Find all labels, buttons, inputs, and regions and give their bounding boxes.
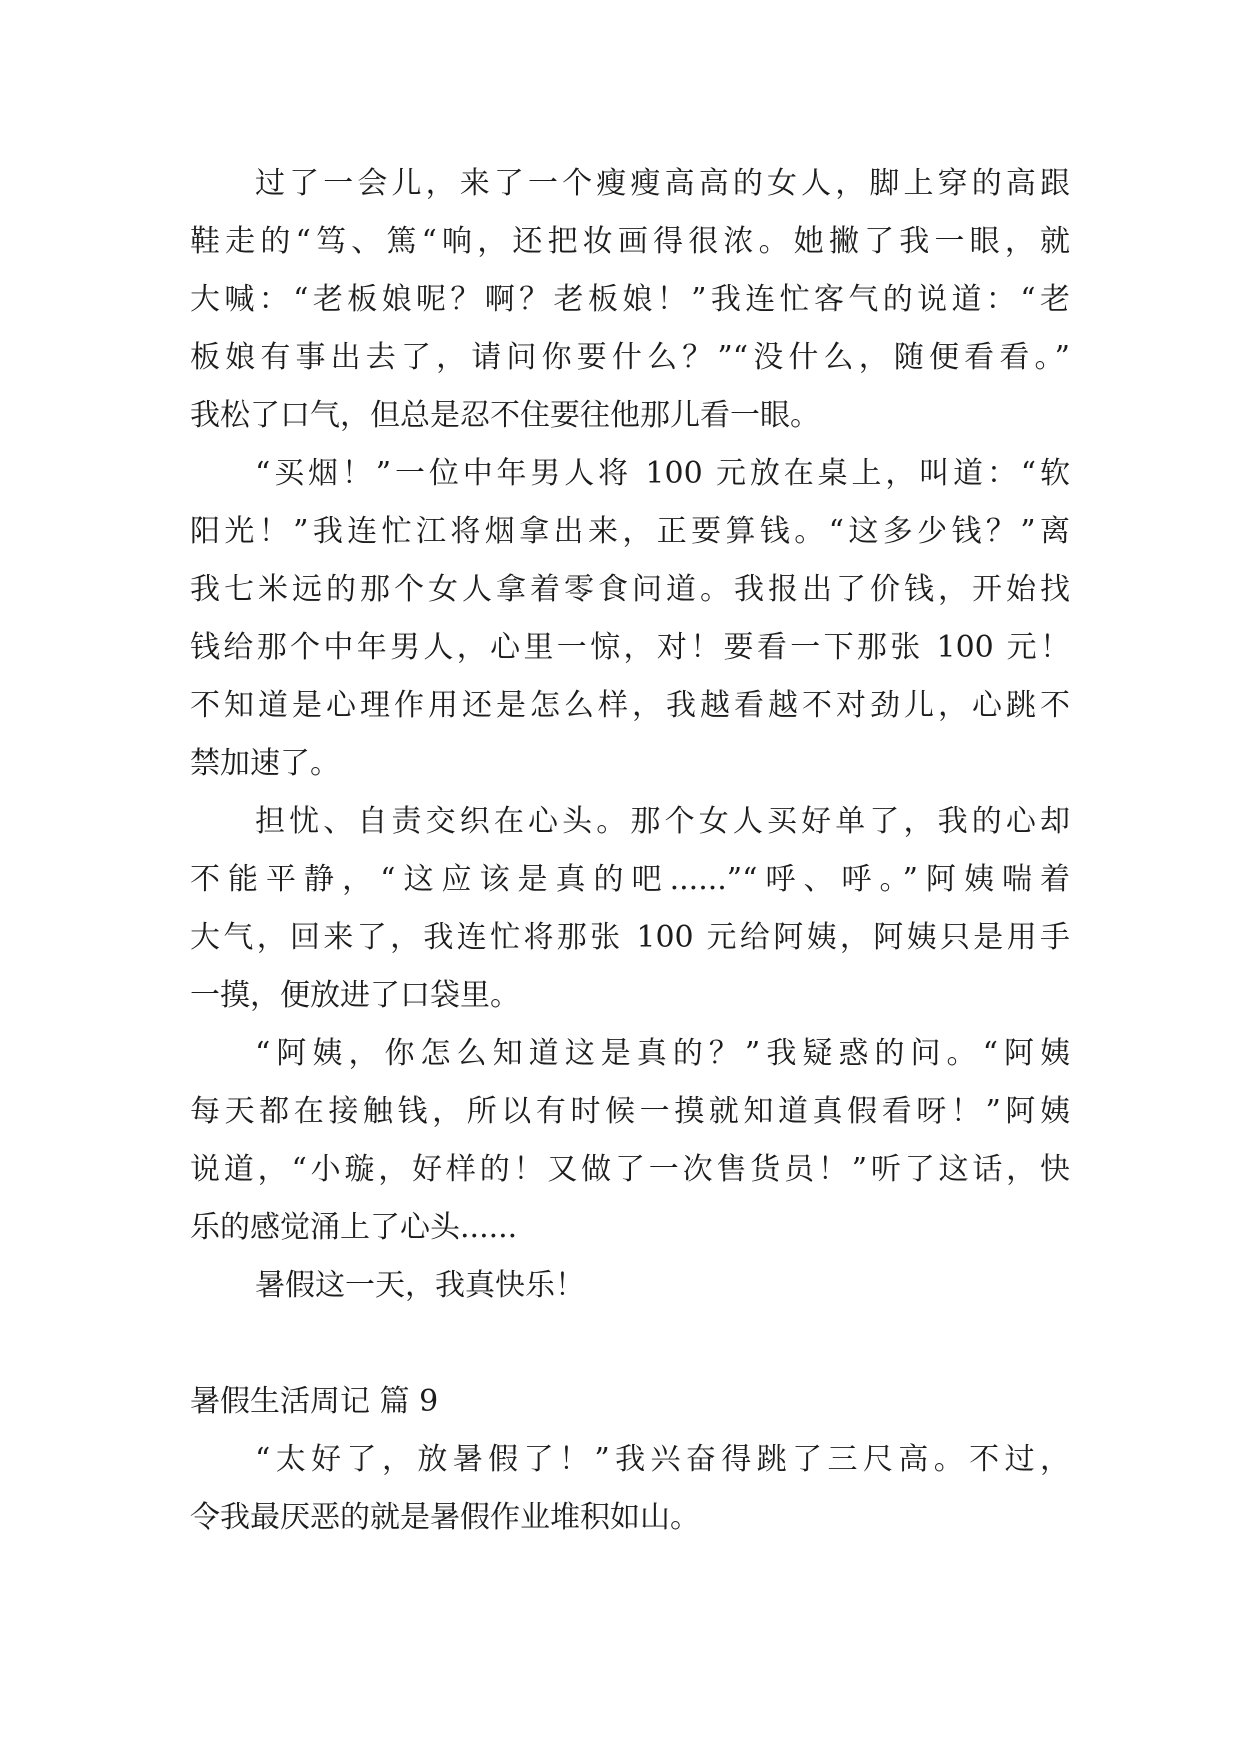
text-line: 我松了口气，但总是忍不住要往他那儿看一眼。 [190, 398, 820, 433]
text-line: 大喊：“老板娘呢？啊？老板娘！”我连忙客气的说道：“老 [190, 282, 1070, 317]
text-line: “买烟！”一位中年男人将 100 元放在桌上，叫道：“软 [255, 456, 1070, 491]
text-line: 说道，“小璇，好样的！又做了一次售货员！”听了这话，快 [190, 1152, 1070, 1187]
text-line: 钱给那个中年男人，心里一惊，对！要看一下那张 100 元！ [190, 630, 1070, 665]
text-line: 每天都在接触钱，所以有时候一摸就知道真假看呀！”阿姨 [190, 1094, 1070, 1129]
text-line: 不能平静，“这应该是真的吧......”“呼、呼。”阿姨喘着 [190, 862, 1070, 897]
text-line: 禁加速了。 [190, 746, 340, 781]
text-line: 阳光！”我连忙江将烟拿出来，正要算钱。“这多少钱？”离 [190, 514, 1070, 549]
text-line: 乐的感觉涌上了心头...... [190, 1210, 518, 1245]
text-line: 过了一会儿，来了一个瘦瘦高高的女人，脚上穿的高跟 [255, 166, 1070, 201]
text-line: 担忧、自责交织在心头。那个女人买好单了，我的心却 [255, 804, 1070, 839]
text-line: 一摸，便放进了口袋里。 [190, 978, 520, 1013]
text-line: 鞋走的“笃、篤“响，还把妆画得很浓。她撇了我一眼，就 [190, 224, 1070, 259]
text-line: 暑假这一天，我真快乐！ [255, 1268, 585, 1303]
text-line: 板娘有事出去了，请问你要什么？”“没什么，随便看看。” [190, 340, 1070, 375]
text-line: “阿姨，你怎么知道这是真的？”我疑惑的问。“阿姨 [255, 1036, 1070, 1071]
text-line: 令我最厌恶的就是暑假作业堆积如山。 [190, 1500, 700, 1535]
text-line: 不知道是心理作用还是怎么样，我越看越不对劲儿，心跳不 [190, 688, 1070, 723]
text-line: 大气，回来了，我连忙将那张 100 元给阿姨，阿姨只是用手 [190, 920, 1070, 955]
section-heading: 暑假生活周记 篇 9 [190, 1384, 439, 1419]
text-line: 我七米远的那个女人拿着零食问道。我报出了价钱，开始找 [190, 572, 1070, 607]
text-line: “太好了，放暑假了！”我兴奋得跳了三尺高。不过， [255, 1442, 1070, 1477]
